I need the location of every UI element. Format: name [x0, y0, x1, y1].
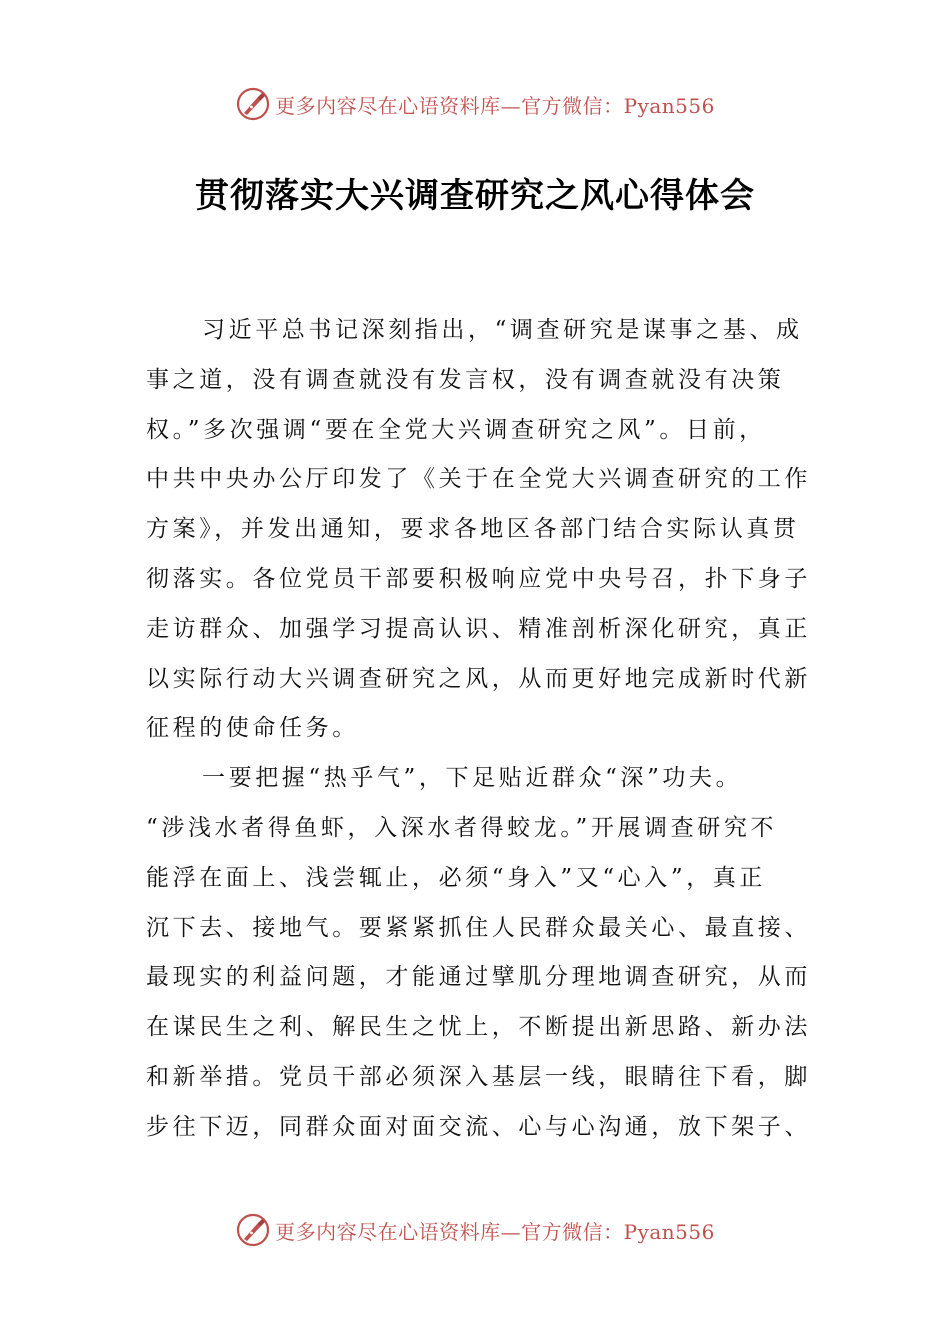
document-title: 贯彻落实大兴调查研究之风心得体会 [195, 176, 755, 216]
text-line: “涉浅水者得鱼虾，入深水者得蛟龙。”开展调查研究不 [146, 814, 778, 841]
footer-banner-text: 更多内容尽在心语资料库—官方微信：Pyan556 [275, 1219, 715, 1244]
pen-nib-logo-icon [235, 1212, 271, 1248]
text-line: 最现实的利益问题，才能通过擘肌分理地调查研究，从而 [146, 964, 811, 991]
text-line: 方案》，并发出通知，要求各地区各部门结合实际认真贯 [146, 516, 800, 543]
document-body [146, 306, 811, 1153]
text-line: 习近平总书记深刻指出，“调查研究是谋事之基、成 [202, 317, 803, 343]
text-line: 能浮在面上、浅尝辄止，必须“身入”又“心入”，真正 [146, 864, 767, 891]
text-line: 彻落实。各位党员干部要积极响应党中央号召，扑下身子 [146, 565, 811, 592]
text-line: 征程的使命任务。 [146, 715, 359, 742]
text-line: 事之道，没有调查就没有发言权，没有调查就没有决策 [146, 366, 785, 393]
text-line: 中共中央办公厅印发了《关于在全党大兴调查研究的工作 [146, 466, 811, 493]
text-line: 沉下去、接地气。要紧紧抓住人民群众最关心、最直接、 [146, 914, 811, 941]
text-line: 权。”多次强调“要在全党大兴调查研究之风”。日前， [146, 416, 766, 443]
header-banner [0, 84, 950, 124]
text-line: 走访群众、加强学习提高认识、精准剖析深化研究，真正 [146, 615, 811, 642]
text-line: 在谋民生之利、解民生之忧上，不断提出新思路、新办法 [146, 1014, 811, 1041]
text-line: 以实际行动大兴调查研究之风，从而更好地完成新时代新 [146, 665, 811, 692]
text-line: 步往下迈，同群众面对面交流、心与心沟通，放下架子、 [146, 1113, 811, 1140]
text-line: 和新举措。党员干部必须深入基层一线，眼睛往下看，脚 [146, 1063, 811, 1090]
header-banner-text: 更多内容尽在心语资料库—官方微信：Pyan556 [275, 93, 715, 118]
text-line: 一要把握“热乎气”，下足贴近群众“深”功夫。 [202, 765, 743, 792]
footer-banner [0, 1210, 950, 1250]
pen-nib-logo-icon [235, 86, 271, 122]
